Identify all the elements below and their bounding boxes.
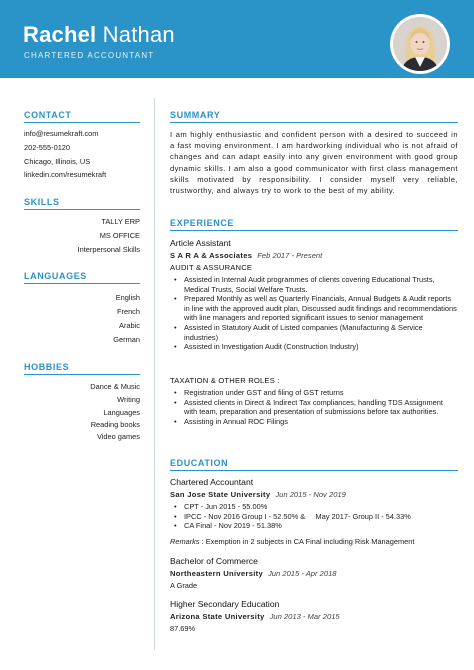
summary-heading: SUMMARY <box>170 110 221 120</box>
job-company-line <box>170 251 322 260</box>
degree-title: Bachelor of Commerce <box>170 556 258 566</box>
grade: A Grade <box>170 581 198 590</box>
remarks-text: : Exemption in 2 subjects in CA Final including Risk Management <box>201 537 415 546</box>
language-item: English <box>115 293 140 302</box>
school-line <box>170 490 346 499</box>
list-item: • Assisted clients in Direct & Indirect Tax compliances, handling TDS Assignment with team, preparation and presentation of submissions before tax authorities. <box>172 398 458 417</box>
experience-rule <box>170 230 458 231</box>
school-dates: Jun 2015 - Apr 2018 <box>268 569 337 578</box>
hobbies-heading: HOBBIES <box>24 362 70 372</box>
summary-text: I am highly enthusiastic and confident person with a desired to succeed in a fast moving environment. I am hardworking individual who is not afraid of changes and can adapt easily into any given environment with good group dynamic skills. I am also a good communicator with first class management skills motivated by responsibility. I consider myself very reliable, trustworthy, and always try to work to the best of my ability. <box>170 130 458 196</box>
job-title: Article Assistant <box>170 238 231 248</box>
grade: 87.69% <box>170 624 196 633</box>
list-item: • CA Final - Nov 2019 - 51.38% <box>172 521 458 531</box>
contact-linkedin: linkedin.com/resumekraft <box>24 170 107 179</box>
skills-heading: SKILLS <box>24 197 60 207</box>
experience-heading: EXPERIENCE <box>170 218 235 228</box>
contact-phone: 202-555-0120 <box>24 143 71 152</box>
school-name: San Jose State University <box>170 490 271 499</box>
language-item: French <box>116 307 140 316</box>
audit-bullets <box>172 275 458 352</box>
education-heading: EDUCATION <box>170 458 229 468</box>
language-item: Arabic <box>119 321 140 330</box>
hobby-item: Dance & Music <box>90 382 140 391</box>
contact-email: info@resumekraft.com <box>24 129 99 138</box>
list-item: • Assisted in Statutory Audit of Listed companies (Manufacturing & Service industries) <box>172 323 458 342</box>
column-divider <box>154 98 155 650</box>
ca-grades <box>172 502 458 531</box>
school-line <box>170 612 340 621</box>
list-item: • Assisting in Annual ROC Filings <box>172 417 458 427</box>
degree-title: Chartered Accountant <box>170 477 254 487</box>
skill-item: Interpersonal Skills <box>77 245 140 254</box>
list-item: • Assisted in Internal Audit programmes of clients covering Educational Trusts, Medical Trusts, Social Welfare Trusts. <box>172 275 458 294</box>
hobbies-rule <box>24 374 140 375</box>
hobby-item: Video games <box>96 432 140 441</box>
list-item: • Prepared Monthly as well as Quarterly Financials, Annual Budgets & Audit reports in line with the approved audit plan, Discussed audit findings and recommendations with line managers and reported significant issues to senior management <box>172 294 458 323</box>
job-dates: Feb 2017 - Present <box>257 251 323 260</box>
contact-heading: CONTACT <box>24 110 72 120</box>
contact-rule <box>24 122 140 123</box>
school-name: Arizona State University <box>170 612 265 621</box>
group-heading-audit: AUDIT & ASSURANCE <box>170 263 253 272</box>
job-role: CHARTERED ACCOUNTANT <box>24 51 155 60</box>
school-line <box>170 569 337 578</box>
hobby-item: Writing <box>117 395 140 404</box>
remarks-label: Remarks <box>170 537 200 546</box>
last-name: Nathan <box>102 22 175 47</box>
language-item: German <box>113 335 140 344</box>
languages-rule <box>24 283 140 284</box>
grade-part: IPCC - Nov 2016 Group I - 52.50% & <box>184 511 306 521</box>
profile-photo <box>393 17 447 71</box>
school-dates: Jun 2015 - Nov 2019 <box>275 490 346 499</box>
skill-item: MS OFFICE <box>99 231 140 240</box>
list-item: • Registration under GST and filing of GST returns <box>172 388 458 398</box>
first-name: Rachel <box>23 22 97 47</box>
degree-title: Higher Secondary Education <box>170 599 280 609</box>
list-item <box>172 512 458 522</box>
list-item: • CPT - Jun 2015 - 55.00% <box>172 502 458 512</box>
candidate-name <box>23 22 175 48</box>
taxation-bullets <box>172 388 458 426</box>
skill-item: TALLY ERP <box>101 217 140 226</box>
contact-location: Chicago, Illinois, US <box>24 157 91 166</box>
education-rule <box>170 470 458 471</box>
skills-rule <box>24 209 140 210</box>
job-company: S A R A & Associates <box>170 251 253 260</box>
summary-rule <box>170 122 458 123</box>
remarks-line <box>170 537 414 546</box>
grade-part: May 2017- Group II - 54.33% <box>315 511 411 521</box>
group-heading-taxation: TAXATION & OTHER ROLES : <box>170 376 280 385</box>
school-name: Northeastern University <box>170 569 263 578</box>
list-item: • Assisted in Investigation Audit (Construction Industry) <box>172 342 458 352</box>
school-dates: Jun 2013 - Mar 2015 <box>269 612 340 621</box>
hobby-item: Languages <box>103 408 140 417</box>
languages-heading: LANGUAGES <box>24 271 87 281</box>
hobby-item: Reading books <box>90 420 140 429</box>
